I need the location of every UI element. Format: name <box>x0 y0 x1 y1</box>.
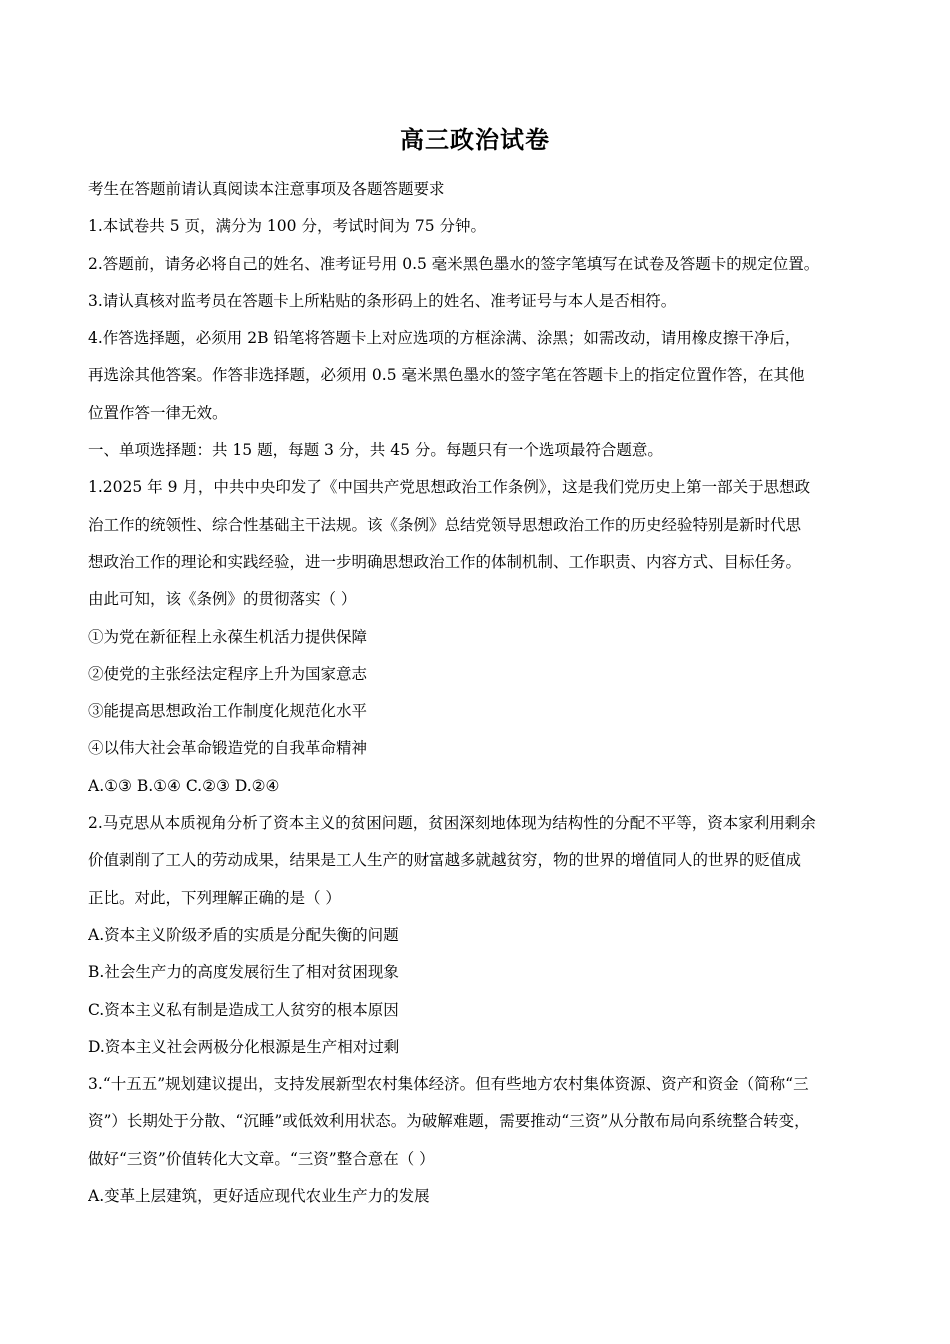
instruction-item: 1.本试卷共 5 页，满分为 100 分，考试时间为 75 分钟。 <box>88 217 487 236</box>
question-1-statement: ①为党在新征程上永葆生机活力提供保障 <box>88 627 368 646</box>
instruction-item-line: 再选涂其他答案。作答非选择题，必须用 0.5 毫米黑色墨水的签字笔在答题卡上的指定位置作答，在其他 <box>88 366 805 385</box>
question-1-stem: 治工作的统领性、综合性基础主干法规。该《条例》总结党领导思想政治工作的历史经验特别是新时代思 <box>88 515 802 534</box>
instruction-item-line: 4.作答选择题，必须用 2B 铅笔将答题卡上对应选项的方框涂满、涂黑；如需改动，请用橡皮擦干净后， <box>88 329 801 348</box>
question-2-stem: 正比。对此，下列理解正确的是（ ） <box>88 888 341 907</box>
question-1-options: A.①③ B.①④ C.②③ D.②④ <box>88 776 280 795</box>
question-3-stem: 3.“十五五”规划建议提出，支持发展新型农村集体经济。但有些地方农村集体资源、资产和资金（简称“三 <box>88 1075 809 1094</box>
question-1-stem: 想政治工作的理论和实践经验，进一步明确思想政治工作的体制机制、工作职责、内容方式、目标任务。 <box>88 552 802 571</box>
question-1-statement: ④以伟大社会革命锻造党的自我革命精神 <box>88 739 368 758</box>
question-2-option: C.资本主义私有制是造成工人贫穷的根本原因 <box>88 1000 399 1019</box>
exam-content <box>88 171 866 1215</box>
question-2-option: B.社会生产力的高度发展衍生了相对贫困现象 <box>88 963 399 982</box>
question-3-stem: 资”）长期处于分散、“沉睡”或低效利用状态。为破解难题，需要推动“三资”从分散布局向系统整合转变， <box>88 1112 810 1131</box>
question-2-option: D.资本主义社会两极分化根源是生产相对过剩 <box>88 1037 400 1056</box>
instruction-item: 2.答题前，请务必将自己的姓名、准考证号用 0.5 毫米黑色墨水的签字笔填写在试卷及答题卡的规定位置。 <box>88 254 820 273</box>
question-2-option: A.资本主义阶级矛盾的实质是分配失衡的问题 <box>88 925 399 944</box>
question-2-stem: 价值剥削了工人的劳动成果，结果是工人生产的财富越多就越贫穷，物的世界的增值同人的世界的贬值成 <box>88 851 802 870</box>
question-3-option: A.变革上层建筑，更好适应现代农业生产力的发展 <box>88 1187 430 1206</box>
instruction-item: 3.请认真核对监考员在答题卡上所粘贴的条形码上的姓名、准考证号与本人是否相符。 <box>88 291 677 310</box>
question-2-stem: 2.马克思从本质视角分析了资本主义的贫困问题，贫困深刻地体现为结构性的分配不平等，资本家利用剩余 <box>88 814 816 833</box>
question-1-stem: 由此可知，该《条例》的贯彻落实（ ） <box>88 590 357 609</box>
instructions-intro: 考生在答题前请认真阅读本注意事项及各题答题要求 <box>88 180 445 198</box>
question-1-statement: ③能提高思想政治工作制度化规范化水平 <box>88 702 368 721</box>
question-3-stem: 做好“三资”价值转化大文章。“三资”整合意在（ ） <box>88 1149 435 1168</box>
section-heading: 一、单项选择题：共 15 题，每题 3 分，共 45 分。每题只有一个选项最符合题意。 <box>88 441 663 460</box>
question-1-stem: 1.2025 年 9 月，中共中央印发了《中国共产党思想政治工作条例》，这是我们党历史上第一部关于思想政 <box>88 478 811 497</box>
question-1-statement: ②使党的主张经法定程序上升为国家意志 <box>88 664 368 683</box>
page-title: 高三政治试卷 <box>400 125 550 154</box>
instruction-item-line: 位置作答一律无效。 <box>88 403 228 422</box>
